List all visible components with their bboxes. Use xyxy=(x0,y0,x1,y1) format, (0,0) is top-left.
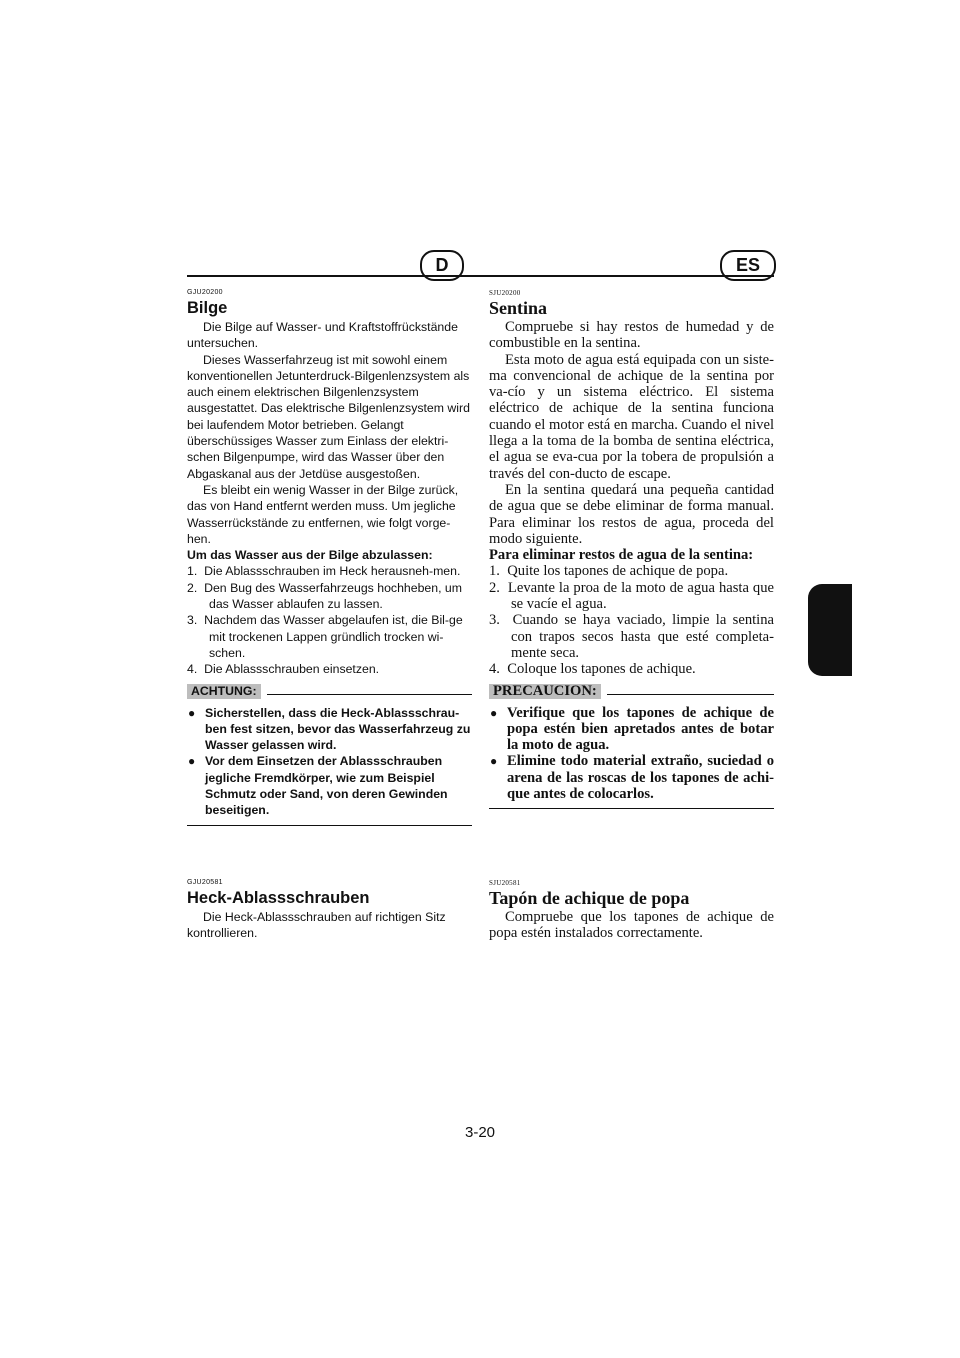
section-code: GJU20200 xyxy=(187,289,223,296)
bullet-icon: ● xyxy=(188,705,196,720)
section-title: Tapón de achique de popa xyxy=(489,888,690,908)
section-title: Sentina xyxy=(489,298,548,318)
chapter-tab xyxy=(808,584,852,676)
warning-end-rule xyxy=(187,825,472,826)
steps-heading: Um das Wasser aus der Bilge abzulassen: xyxy=(187,548,433,563)
warning-list xyxy=(489,705,774,803)
list-item: 1. Die Ablassschrauben im Heck herausneh-men. xyxy=(187,564,461,579)
steps-heading: Para eliminar restos de agua de la sentina: xyxy=(489,547,754,564)
paragraph: Die Heck-Ablassschrauben auf richtigen Sitz kontrollieren. xyxy=(187,910,446,941)
warning-label: ACHTUNG: xyxy=(187,684,261,699)
paragraph: Compruebe si hay restos de humedad y de combustible en la sentina. xyxy=(489,319,774,352)
warning-text: Verifique que los tapones de achique de popa estén bien apretados antes de botar la moto de agua. xyxy=(507,704,774,754)
list-item xyxy=(489,753,774,802)
bullet-icon: ● xyxy=(490,705,498,720)
warning-text: Elimine todo material extraño, suciedad o arena de las roscas de los tapones de achi-que antes de colocarlos. xyxy=(507,753,774,803)
bullet-icon: ● xyxy=(490,754,498,769)
warning-rule xyxy=(607,694,774,695)
section-code: SJU20200 xyxy=(489,289,521,297)
paragraph: Es bleibt ein wenig Wasser in der Bilge zurück, das von Hand entfernt werden muss. Um jegliche Wasserrückstände zu entfernen, wie folgt vorge-hen. xyxy=(187,482,459,546)
steps-list xyxy=(489,563,774,677)
section-code: GJU20581 xyxy=(187,879,223,886)
warning-text: Vor dem Einsetzen der Ablassschrauben jegliche Fremdkörper, wie zum Beispiel Schmutz oder Sand, von deren Gewinden beseitigen. xyxy=(205,754,448,818)
warning-header xyxy=(489,684,774,699)
paragraph: Dieses Wasserfahrzeug ist mit sowohl einem konventionellen Jetunterdruck-Bilgenlenzsystem als auch einem elektrischen Bilgenlenzsystem ausgestattet. Das elektrische Bilgenlenzsystem wird bei laufendem Motor betrieben. Gelangt überschüssiges Wasser zum Einlass der elektri-schen Bilgenpumpe, wird das Wasser über den Abgaskanal aus der Jetdüse ausgestoßen. xyxy=(187,352,470,481)
list-item xyxy=(489,705,774,754)
paragraph: En la sentina quedará una pequeña cantidad de agua que se debe eliminar de forma manual. Para eliminar los restos de agua, proceda del modo siguiente. xyxy=(489,481,774,547)
warning-rule xyxy=(267,694,472,695)
section-title: Heck-Ablassschrauben xyxy=(187,889,370,907)
list-item: 2. Levante la proa de la moto de agua hasta que se vacíe el agua. xyxy=(489,579,774,613)
warning-label: PRECAUCION: xyxy=(489,684,601,699)
warning-text: Sicherstellen, dass die Heck-Ablassschrau-ben fest sitzen, bevor das Wasserfahrzeug zu Wasser gelassen wird. xyxy=(205,705,471,753)
language-badge-de: D xyxy=(420,250,464,281)
list-item: 3. Cuando se haya vaciado, limpie la sentina con trapos secos hasta que esté completa-mente seca. xyxy=(489,612,774,661)
list-item: 4. Die Ablassschrauben einsetzen. xyxy=(187,662,380,677)
warning-list xyxy=(187,705,472,819)
page-number: 3-20 xyxy=(464,1124,496,1141)
section-spanish-2 xyxy=(489,878,774,942)
warning-end-rule xyxy=(489,808,774,809)
section-german-2 xyxy=(187,878,472,942)
column-german xyxy=(187,288,472,826)
warning-header xyxy=(187,684,472,699)
column-spanish xyxy=(489,288,774,809)
list-item: 3. Nachdem das Wasser abgelaufen ist, die Bil-ge mit trockenen Lappen gründlich trocken wi-schen. xyxy=(187,613,463,660)
language-badge-es: ES xyxy=(720,250,776,281)
paragraph: Die Bilge auf Wasser- und Kraftstoffrückstände untersuchen. xyxy=(187,320,458,351)
section-title: Bilge xyxy=(187,299,228,317)
paragraph: Compruebe que los tapones de achique de popa estén instalados correctamente. xyxy=(489,909,774,942)
list-item: 1. Quite los tapones de achique de popa. xyxy=(489,563,729,580)
bullet-icon: ● xyxy=(188,754,196,769)
list-item: 4. Coloque los tapones de achique. xyxy=(489,661,696,678)
list-item xyxy=(187,705,472,754)
list-item: 2. Den Bug des Wasserfahrzeugs hochheben, um das Wasser ablaufen zu lassen. xyxy=(187,580,463,612)
header-rule xyxy=(187,275,774,277)
list-item xyxy=(187,753,472,818)
paragraph: Esta moto de agua está equipada con un siste-ma convencional de achique de la sentina por va-cío y un sistema eléctrico. El sistema eléctrico de achique de la sentina funciona cuando el motor está en marcha. Cuando el nivel llega a la toma de la bomba de sentina eléctrica, el agua se eva-cua por la tobera de propulsión a través del con-ducto de escape. xyxy=(489,351,774,482)
section-code: SJU20581 xyxy=(489,879,521,887)
steps-list xyxy=(187,563,472,677)
